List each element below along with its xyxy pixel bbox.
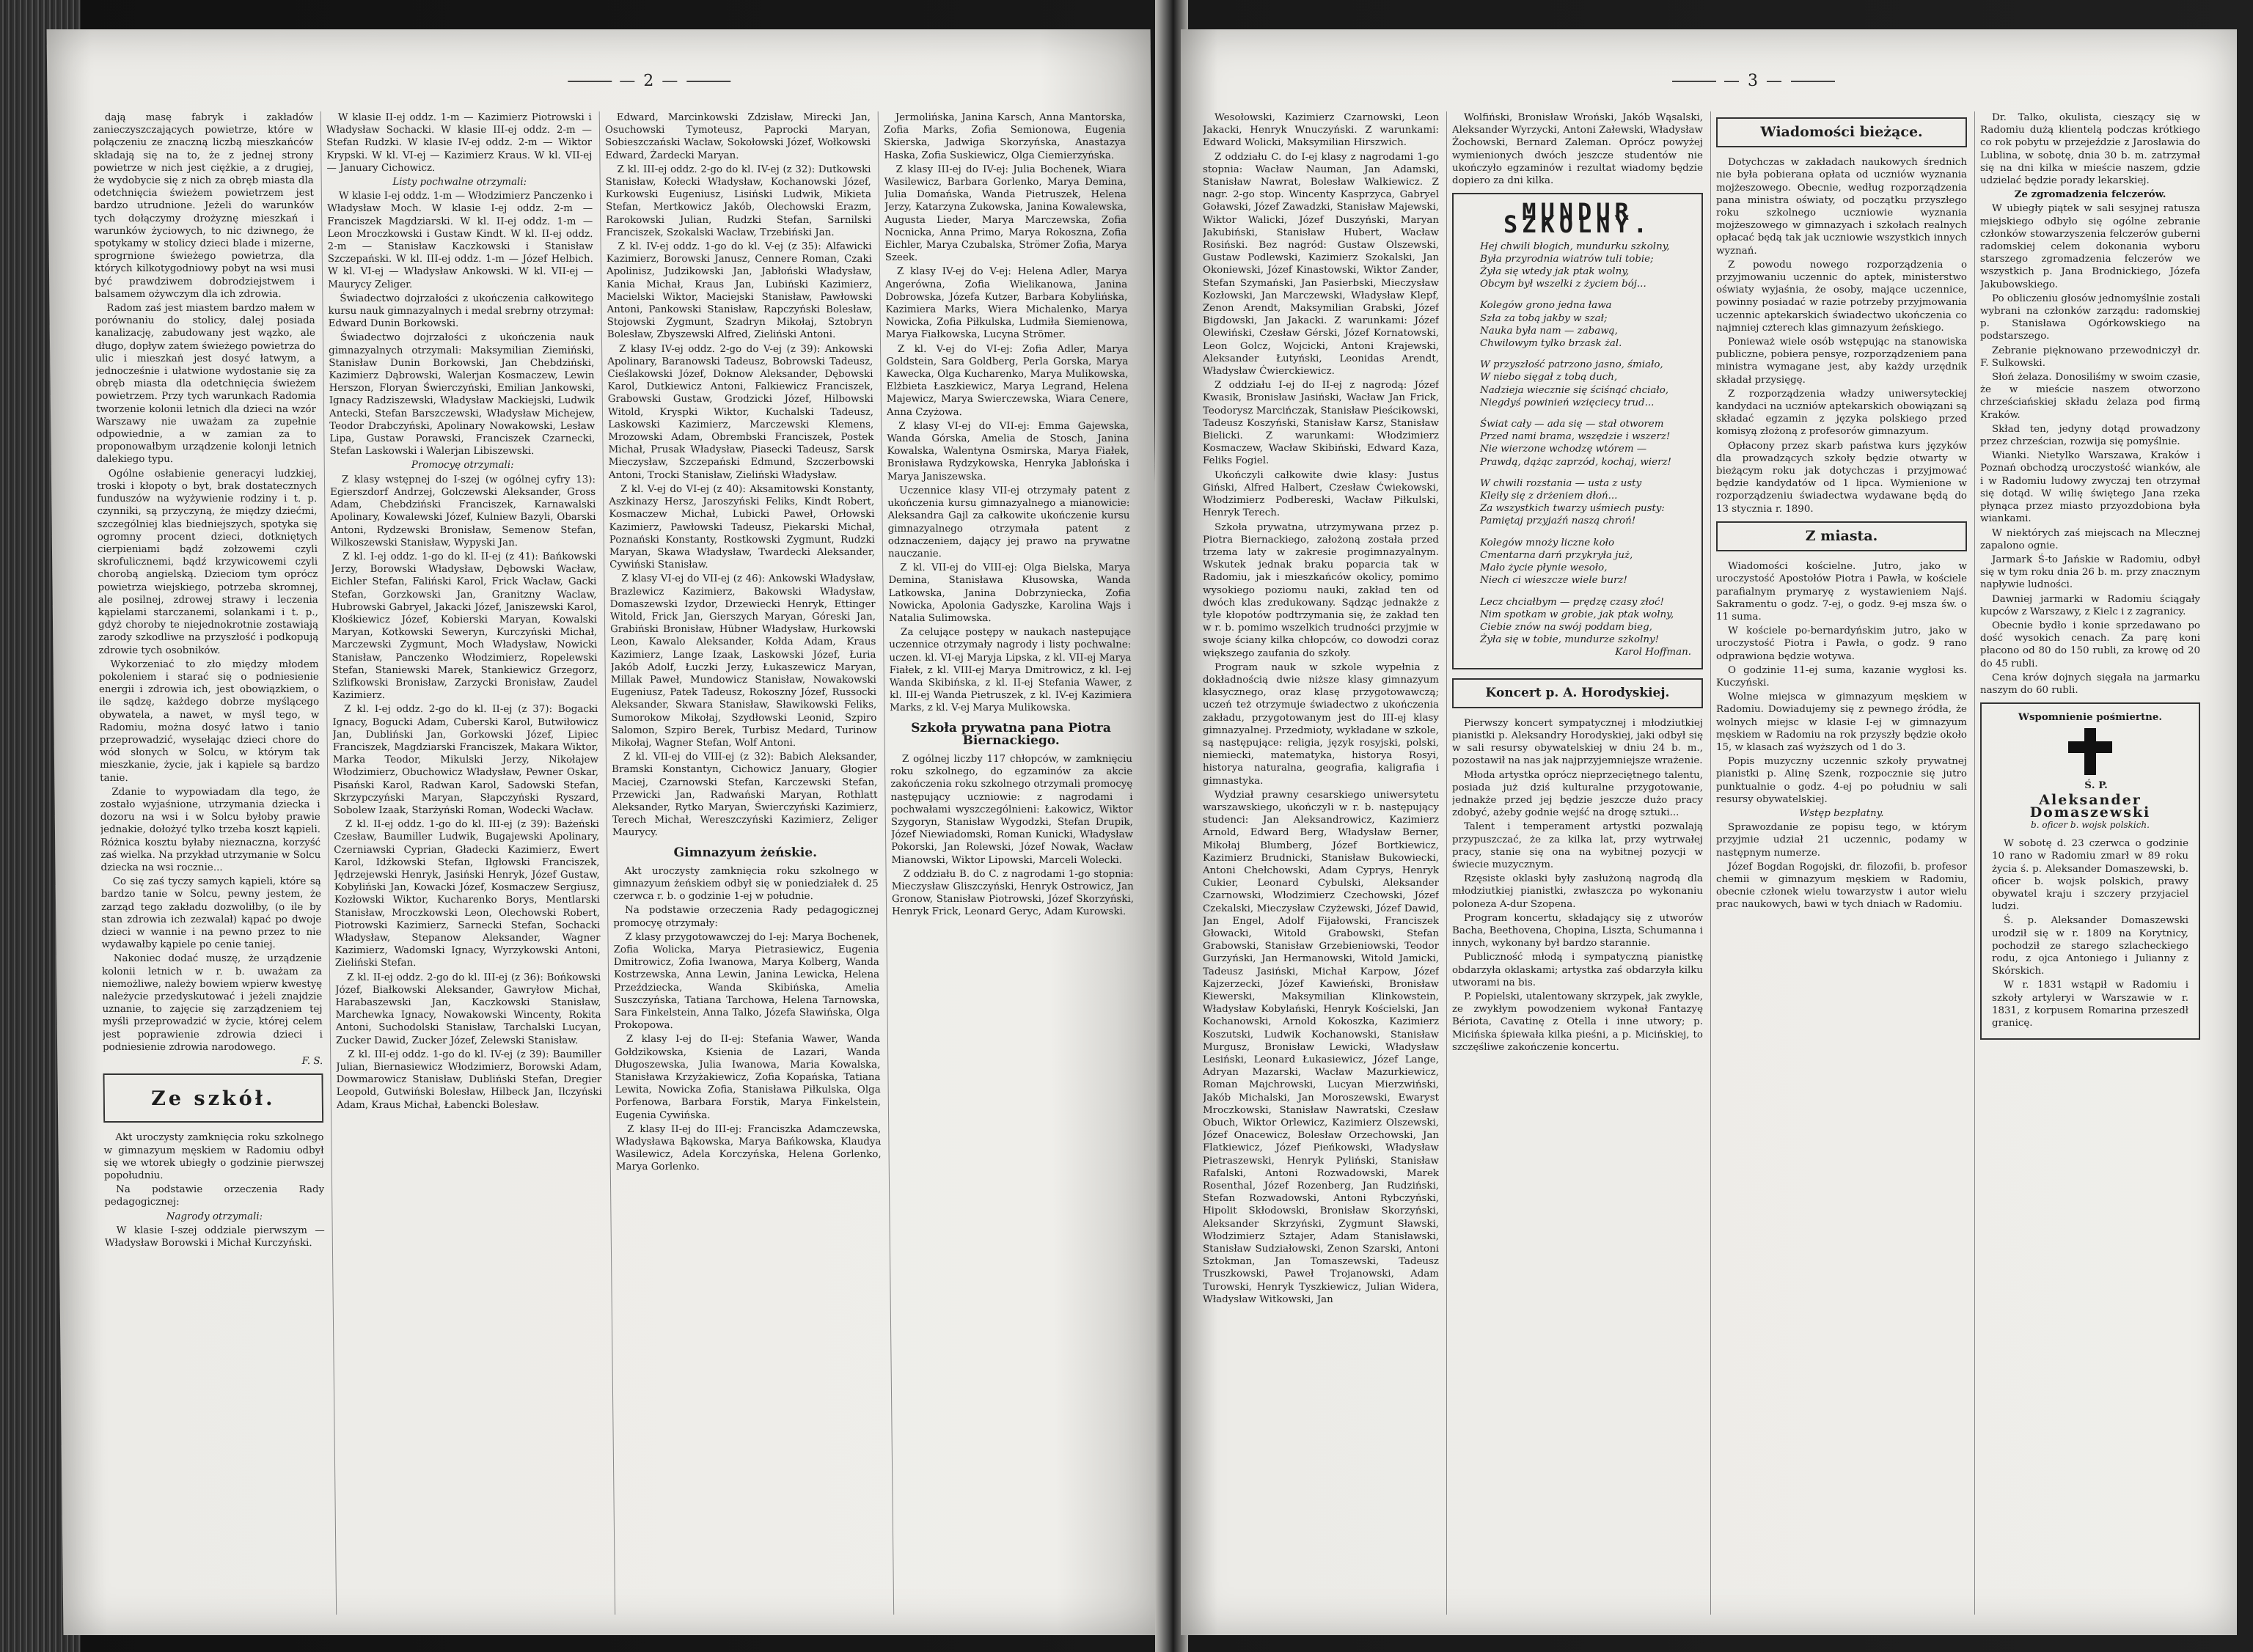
obituary-header: Wspomnienie pośmiertne. <box>2018 711 2163 724</box>
paragraph: Wolfiński, Bronisław Wroński, Jakób Wąsalski, Aleksander Wyrzycki, Antoni Załewski, Władysław Żochowski, Bernard Zaleman. Oprócz powyżej wymienionych dwóch jeszcze studentów nie ukończyło egzaminów i rezultat wiadomy będzie dopiero za dni kilka. <box>1452 112 1703 187</box>
paragraph: Z rozporządzenia władzy uniwersyteckiej kandydaci na uczniów aptekarskich obowiązani są składać egzamin z języka polskiego przed komisyą złożoną z profesorów gimnazyum. <box>1716 388 1967 438</box>
poem <box>1464 241 1691 647</box>
paragraph: Z klasy IV-ej oddz. 2-go do V-ej (z 39): Ankowski Apolinary, Baranowski Tadeusz, Bobrowski Tadeusz, Cieślakowski Józef, Doknow Aleksander, Dębowski Karol, Dutkiewicz Antoni, Falkiewicz Franciszek, Grabowski Gustaw, Grodzicki Józef, Hilbowski Witold, Kryspki Wiktor, Kuchalski Tadeusz, Laskowski Kazimierz, Marczewski Klemens, Mrozowski Adam, Obrembski Franciszek, Postek Michał, Prusak Władysław, Piasecki Tadeusz, Sarsk Mieczysław, Szczepański Edmund, Szczerbowski Antoni, Trocki Stanisław, Zieliński Władysław. <box>607 343 874 481</box>
paragraph: Z kl. III-ej oddz. 2-go do kl. IV-ej (z 32): Dutkowski Stanisław, Kołecki Władysław, Kochanowski Józef, Kurkowski Eugeniusz, Lisiński Ludwik, Mikieta Stefan, Mertkowicz Jakób, Olechowski Erazm, Rarokowski Julian, Rudzki Stefan, Sarnilski Franciszek, Szokalski Wacław, Trzebiński Jan. <box>605 164 872 238</box>
poem-line: Nie wierzone wchodzę wtórem — <box>1480 444 1647 455</box>
poem-line: Kolegów mnoży liczne koło <box>1480 537 1615 548</box>
paragraph: Z oddziału C. do I-ej klasy z nagrodami 1-go stopnia: Wacław Nauman, Jan Adamski, Stanisław Nawrat, Bolesław Walkiewicz. Z nagr. 2-go stop. Wincenty Kasprzyca, Gabryel Goławski, Józef Zawadzki, Stanisław Majewski, Wiktor Walicki, Józef Duszyński, Maryan Jakubiński, Stanisław Hubert, Wacław Rosiński. Bez nagród: Gustaw Olszewski, Gustaw Podlewski, Kazimierz Szokalski, Jan Okoniewski, Józef Kinastowski, Wiktor Zander, Stefan Szymański, Jan Pasierbski, Mieczysław Kozłowski, Jan Marczewski, Władysław Klepf, Zenon Arendt, Maksymilian Grabski, Józef Bigdowski, Jan Jakacki. Z warunkami: Józef Olewiński, Czesław Gérski, Józef Kornatowski, Leon Golcz, Wojcicki, Antoni Krajewski, Aleksander Łutyński, Leonidas Arendt, Władysław Ćwierckiewicz. <box>1203 151 1439 378</box>
paragraph: W ubiegły piątek w sali sesyjnej ratusza miejskiego odbyło się ogólne zebranie członków stowarzyszenia felczerów guberni radomskiej celem dokonania wyboru starszego zgromadzenia felczerów we wszystkich p. Jana Brodnickiego, Józefa Jakubowskiego. <box>1980 203 2200 290</box>
paragraph: Na podstawie orzeczenia Rady pedagogicznej: <box>104 1184 325 1208</box>
stanza-gap <box>1480 350 1691 359</box>
paragraph: Słoń żelaza. Donosiliśmy w swoim czasie, że w mieście naszem otworzono chrześciańskiej składu żelaza pod firmą Kraków. <box>1980 372 2200 421</box>
poem-line: Obcym był wszelki z życiem bój... <box>1480 279 1646 290</box>
right-page <box>1181 29 2237 1635</box>
poem-line: Prawdą, dążąc zaprzód, kochaj, wierz! <box>1480 456 1671 468</box>
header-rule <box>1672 81 1716 82</box>
paragraph: W kościele po-bernardyńskim jutro, jako w uroczystość Piotra i Pawła, o godz. 9 rano odprawiona będzie wotywa. <box>1716 625 1967 662</box>
right-col-3 <box>1716 111 1967 1622</box>
stanza-gap <box>1480 290 1691 299</box>
poem-line: W przyszłość patrzono jasno, śmiało, <box>1480 359 1663 371</box>
poem-line: Nadzieja wiecznie się ściśnąć chciało, <box>1480 384 1669 396</box>
paragraph: Z kl. V-ej do VI-ej: Zofia Adler, Marya Goldstein, Sara Goldberg, Perla Gorska, Marya Kawecka, Olga Kucharenko, Marya Mulikowska, Elżbieta Łaszkiewicz, Marya Legrand, Helena Majewicz, Marya Swierczewska, Wiara Cenere, Anna Czyżowa. <box>886 343 1129 418</box>
paragraph: Z kl. III-ej oddz. 1-go do kl. IV-ej (z 39): Baumiller Julian, Biernasiewicz Włodzimierz, Borowski Adam, Dowmarowicz Stanisław, Dubliński Stefan, Dregier Leopold, Gutwiński Bolesław, Hilbeck Jan, Ilczyński Adam, Kraus Michał, Łabencki Bolesław. <box>336 1049 602 1111</box>
paragraph: Świadectwo dojrzałości z ukończenia całkowitego kursu nauk gimnazyalnych i medal srebrny otrzymał: Edward Dunin Borkowski. <box>328 293 594 330</box>
paragraph: Obecnie bydło i konie sprzedawano po dość wysokich cenach. Za parę koni płacono od 80 do 150 rubli, za krowę od 20 do 45 rubli. <box>1980 620 2200 669</box>
paragraph: Szkoła prywatna, utrzymywana przez p. Piotra Biernackiego, założoną została przed trzema laty w zakresie progimnazyalnym. Wskutek jednak braku poparcia tak w Radomiu, jak i mieszkańców okolicy, pomimo wysokiego poziomu nauki, zakład ten od dwóch klas zredukowany. Sądząc jednakże z tyle kłopotów podtrzymania się, że zakład ten w r. b. pomimo wszelkich trudności przyjmie w swoje ściany kilka chłopców, co dowodzi coraz większego zaufania do szkoły. <box>1203 521 1439 659</box>
poem-line: Mało życie płynie wesoło, <box>1480 562 1608 574</box>
left-col-1 <box>93 111 329 1622</box>
paragraph: Popis muzyczny uczennic szkoły prywatnej pianistki p. Alinę Szenk, rozpocznie się jutro punktualnie o godz. 4-ej po południu w sali resursy obywatelskiej. <box>1716 756 1967 805</box>
paragraph: Ponieważ wiele osób wstępując na stanowiska publiczne, pobiera pensye, rozporządzeniem pana ministra wymagane jest, aby każdy urzędnik składał przysięgę. <box>1716 337 1967 386</box>
paragraph: Akt uroczysty zamknięcia roku szkolnego w gimnazyum żeńskiem odbył się w poniedziałek d. 25 czerwca r. b. o godzinie 1-ej w południe. <box>612 865 879 903</box>
poem-line: Nauka była nam — zabawą, <box>1480 325 1618 337</box>
paragraph: Z klasy przygotowawczej do I-ej: Marya Bochenek, Zofia Wolicka, Marya Pietrasiewicz, Eugenia Dmitrowicz, Zofia Iwanowa, Marya Kolberg, Wanda Kostrzewska, Anna Lewin, Janina Lewicka, Helena Przeździecka, Wanda Skibińska, Amelia Suszczyńska, Tatiana Tarchowa, Helena Tarnowska, Sara Finkelstein, Anna Talko, Józefa Sławińska, Olga Prokopowa. <box>613 931 880 1032</box>
paragraph: Wydział prawny cesarskiego uniwersytetu warszawskiego, ukończyli w r. b. następujący studenci: Jan Aleksandrowicz, Kazimierz Arnold, Edward Berg, Władysław Berner, Mikołaj Blumberg, Józef Bortkiewicz, Kazimierz Brudnicki, Stanisław Bukowiecki, Antoni Chełchowski, Adam Cyprys, Henryk Cukier, Leonard Cybulski, Aleksander Czarnowski, Włodzimierz Czechowski, Józef Czekalski, Mieczysław Czyżewski, Józef Dawid, Jan Engel, Adolf Fijałowski, Franciszek Głowacki, Witold Grabowski, Stefan Grabowski, Stanisław Grzebieniowski, Teodor Gurzyński, Jan Hermanowski, Witold Jamicki, Tadeusz Jasiński, Michał Karpow, Józef Kajzerzecki, Józef Kawieński, Bronisław Kiewerski, Maksymilian Klinkowstein, Władysław Kobylański, Henryk Kościelski, Jan Kochanowski, Arnold Kokoszka, Kazimierz Koszutski, Ludwik Kochanowski, Stanisław Murgusz, Bronisław Lewicki, Władysław Lesiński, Leonard Łukasiewicz, Józef Lange, Adryan Mazarski, Wacław Mazurkiewicz, Roman Majchrowski, Lucyan Mierzwiński, Jakób Michalski, Jan Moroszewski, Ewaryst Mroczkowski, Stanisław Nawratski, Czesław Obuch, Wiktor Orlewicz, Kazimierz Olszewski, Józef Onacewicz, Bolesław Orzechowski, Jan Flatkiewicz, Józef Pieńkowski, Władysław Pietraszewski, Henryk Pyliński, Stanisław Rafalski, Antoni Rozwadowski, Marek Rosenthal, Józef Rozenberg, Jan Rudziński, Stefan Rozwadowski, Antoni Rybczyński, Hipolit Skłodowski, Bronisław Skorzyński, Aleksander Skrzyński, Zygmunt Sławski, Włodzimierz Sztajer, Adam Stanisławski, Stanisław Sudziałowski, Zenon Szarski, Antoni Sztokman, Jan Tomaszewski, Tadeusz Truszkowski, Paweł Trojanowski, Adam Turowski, Henryk Tyszkiewicz, Julian Widera, Władysław Witkowski, Jan <box>1203 789 1439 1305</box>
poem-line: Kolegów grono jedna ława <box>1480 300 1612 312</box>
paragraph: Talent i temperament artystki pozwalają przypuszczać, że za kilka lat, przy wytrwałej pracy, stanie się ona na wybitnej pozycji w świecie muzycznym. <box>1452 821 1703 870</box>
right-col-2 <box>1452 111 1703 1622</box>
paragraph: Za celujące postępy w naukach nastepujące uczennice otrzymały nagrody i listy pochwalne: uczen. kl. VI-ej Maryja Lipska, z kl. VII-ej Marya Fiałek, z kl. VIII-ej Marya Dmitrowicz, z kl. I-ej Wanda Skibińska, z kl. II-ej Stefania Wawer, z kl. III-ej Wanda Pietruszek, z kl. IV-ej Kazimiera Marks, z kl. V-ej Marya Mulikowska. <box>889 627 1132 714</box>
paragraph: Z powodu nowego rozporządzenia o przyjmowaniu uczennic do aptek, ministerstwo oświaty wyjaśnia, że osoby, mające uczennice, powinny posiadać w razie potrzeby przyjmowania uczennic aptekarskich świadectwo ukończenia co najmniej czterech klas gimnazyum żeńskiego. <box>1716 259 1967 334</box>
poem-line: Nim spotkam w grobie, jak ptak wolny, <box>1480 609 1674 620</box>
poem-line: Niegdyś powinień wzięciecy trud... <box>1480 397 1655 408</box>
left-page <box>47 29 1168 1635</box>
paragraph: O godzinie 11-ej suma, kazanie wygłosi ks. Kuczyński. <box>1716 664 1967 689</box>
paragraph: Program koncertu, składający się z utworów Bacha, Beethovena, Chopina, Liszta, Schumanna i innych, wykonany był bardzo starannie. <box>1452 912 1703 950</box>
paragraph: Wiadomości kościelne. Jutro, jako w uroczystość Apostołów Piotra i Pawła, w kościele parafialnym prymaryę z wystawieniem Najś. Sakramentu o godz. 7-ej, o godz. 9-ej msza św. o 11 suma. <box>1716 561 1967 623</box>
poem-line: Kleiły się z drżeniem dłoń... <box>1480 491 1618 502</box>
paragraph: Z oddziału B. do C. z nagrodami 1-go stopnia: Mieczysław Gliszczyński, Henryk Ostrowicz, Jan Gronow, Stanisław Piotrowski, Józef Skorzyński, Henryk Frick, Leonard Geryc, Adam Kurowski. <box>891 868 1135 918</box>
left-col-3 <box>605 111 887 1622</box>
paragraph: Z kl. IV-ej oddz. 1-go do kl. V-ej (z 35): Alfawicki Kazimierz, Borowski Janusz, Cennere Roman, Czaki Apolinisz, Judzikowski Jan, Jabłoński Władysław, Kania Michał, Kraus Jan, Lubiński Kazimierz, Macielski Wiktor, Maciejski Stanisław, Pawłowski Antoni, Pankowski Stanisław, Rapczyński Bolesław, Stojowski Zygmunt, Szadryn Mikołaj, Sztobryn Bolesław, Zbyszewski Alfred, Zieliński Antoni. <box>606 241 873 341</box>
paragraph: Program nauk w szkole wypełnia z dokładnością dwie niższe klasy gimnazyum klasycznego, oraz klasę przygotowawczą; uczeń też otrzymuje świadectwo z ukończenia zakładu, przygotowanym jest do III-ej klasy gimnazyalnej. Przedmioty, wykładane w szkole, są następujące: religia, język rosyjski, polski, niemiecki, matematyka, historya Rosyi, historya naturalna, geografia, kaligrafia i gimnastyka. <box>1203 661 1439 787</box>
left-col-4 <box>884 111 1142 1622</box>
section-box <box>103 1073 323 1123</box>
section-title-koncert: Koncert p. A. Horodyskiej. <box>1485 685 1670 700</box>
signature: F. S. <box>301 1056 323 1068</box>
paragraph: Z klasy III-ej do IV-ej: Julia Bochenek, Wiara Wasilewicz, Barbara Gorlenko, Marya Demina, Julia Domańska, Wanda Pietruszek, Helena Jerzy, Katarzyna Zukowska, Janina Kowalewska, Augusta Lieder, Marya Marczewska, Zofia Nocnicka, Anna Primo, Marya Rokoszna, Zofia Eichler, Marya Czubalska, Strömer Zofia, Marya Szeek. <box>884 164 1127 264</box>
paragraph: Edward, Marcinkowski Zdzisław, Mirecki Jan, Osuchowski Tymoteusz, Paprocki Maryan, Sobieszczański Wacław, Sokołowski Józef, Wołkowski Edward, Żardecki Maryan. <box>604 112 871 161</box>
header-rule <box>686 81 730 82</box>
paragraph: W sobotę d. 23 czerwca o godzinie 10 rano w Radomiu zmarł w 89 roku życia ś. p. Aleksander Domaszewski, b. oficer b. wojsk polskich, prawy obywatel kraju i szczery przyjaciel ludzi. <box>1992 838 2188 913</box>
paragraph: Akt uroczysty zamknięcia roku szkolnego w gimnazyum męskiem w Radomiu odbył się we wtorek ubiegły o godzinie pierwszej popołudniu. <box>103 1132 324 1182</box>
paragraph: Z kl. VII-ej do VIII-ej: Olga Bielska, Marya Demina, Stanisława Kłusowska, Wanda Latkowska, Janina Dobrzyniecka, Zofia Nowicka, Apolonia Gadyszke, Karolina Wajs i Natalia Sulimowska. <box>888 562 1131 624</box>
paragraph: Dr. Talko, okulista, cieszący się w Radomiu dużą klientelą podczas krótkiego co rok pobytu w przejeździe z Jarosławia do Lublina, w sobotę, dnia 30 b. m. zatrzymał się na dni kilka w mieście naszem, gdzie udzielać będzie porady lekarskiej. <box>1980 112 2200 187</box>
paragraph: Jarmark Ś-to Jańskie w Radomiu, odbył się w tym roku dnia 26 b. m. przy znacznym napływie ludności. <box>1980 554 2200 591</box>
paragraph: Z kl. VII-ej do VIII-ej (z 32): Babich Aleksander, Bramski Konstantyn, Cichowicz January, Głogier Maciej, Czarnowski Stefan, Karczewski Stefan, Przewicki Jan, Radwański Maryan, Rothlatt Aleksander, Rytko Maryan, Świerczyński Kazimierz, Terech Michał, Wereszczyński Kazimierz, Zeliger Maurycy. <box>612 752 878 839</box>
poem-line: Pamiętaj przyjaźń naszą chroń! <box>1480 515 1636 527</box>
paragraph: P. Popielski, utalentowany skrzypek, jak zwykle, ze zwykłym powodzeniem wykonał Fantazyę Bériota, Cavatinę z Otella i inne utwory; p. Micińska śpiewała kilka pieśni, a p. Micińskiej, to szczęśliwe zakończenie koncertu. <box>1452 991 1703 1053</box>
paragraph: Wykorzeniać to zło między młodem pokoleniem i starać się o podniesienie energii i zdrowia ich, jest obowiązkiem, o ile sądzę, każdego dobrze myślącego obywatela, a nawet, w myśl tego, w Radomiu, można dosyć łatwo i tanio przeprowadzić, wysełając dzieci chore do wód słonych w Solcu, w którym tak mieszkanie, życie, jak i kąpiele są bardzo tanie. <box>98 658 320 784</box>
paragraph: W klasie I-ej oddz. 1-m — Włodzimierz Panczenko i Władysław Moch. W klasie I-ej oddz. 2-m — Franciszek Magdziarski. W kl. II-ej oddz. 1-m — Leon Mroczkowski i Gustaw Kindt. W kl. II-ej oddz. 2-m — Stanisław Kaczkowski i Stanisław Szczepański. W kl. III-ej oddz. 1-m — Józef Helbich. W kl. VI-ej — Władysław Ankowski. W kl. VII-ej — Maurycy Zeliger. <box>327 191 594 290</box>
poem-line: Żyła się w tobie, mundurze szkolny! <box>1480 634 1659 646</box>
paragraph: W klasie II-ej oddz. 1-m — Kazimierz Piotrowski i Władysław Sochacki. W klasie III-ej oddz. 2-m — Stefan Rudzki. W klasie IV-ej oddz. 2-m — Wiktor Krypski. W kl. VI-ej — Kazimierz Kraus. W kl. VII-ej — January Cichowicz. <box>326 112 593 174</box>
paragraph: Dotychczas w zakładach naukowych średnich nie była pobierana opłata od uczniów wyznania mojżeszowego. Obecnie, według rozporządzenia pana ministra oświaty, od początku przyszłego roku szkolnego uczniowie wyznania mojżeszowego w gimnazyach i szkołach realnych opłacać będą tak jak uczniowie wszystkich innych wyznań. <box>1716 157 1967 257</box>
poem-line: W niebo sięgał z tobą duch, <box>1480 372 1618 383</box>
left-page-number-text: — 2 — <box>619 72 680 90</box>
paragraph: W niektórych zaś miejscach na Mlecznej zapalono ognie. <box>1980 527 2200 551</box>
cross-icon <box>2068 728 2112 775</box>
subheading: Listy pochwalne otrzymali: <box>392 177 527 188</box>
paragraph: Zebranie pięknowano przewodniczył dr. F. Sulkowski. <box>1980 345 2200 369</box>
paragraph: Z klasy VI-ej do VII-ej (z 46): Ankowski Władysław, Brazlewicz Kazimierz, Bakowski Władysław, Domaszewski Izydor, Drzewiecki Henryk, Ettinger Witold, Frick Jan, Gierszych Maryan, Góreski Jan, Grabiński Bronisław, Hübner Władysław, Hurkowski Leon, Kawalo Aleksander, Kołda Adam, Kraus Kazimierz, Lange Izaak, Laskowski Józef, Łuria Jakób Adolf, Łuczki Jerzy, Łukaszewicz Maryan, Millak Paweł, Mundowicz Stanisław, Nowakowski Eugeniusz, Patek Tadeusz, Rokoszny Józef, Russocki Aleksander, Skwara Stanisław, Sławikowski Feliks, Sumorokow Mikołaj, Szydłowski Leonid, Szpiro Salomon, Szpiro Berek, Turbisz Medard, Turinow Mikołaj, Wagner Stefan, Wolf Antoni. <box>609 573 877 749</box>
paragraph: Z kl. II-ej oddz. 1-go do kl. III-ej (z 39): Bażeński Czesław, Baumiller Ludwik, Bugajewski Apolinary, Czerniawski Cyprian, Gładecki Kazimierz, Ewert Karol, Idźkowski Stefan, Iłgłowski Franciszek, Jędrzejewski Henryk, Jasiński Henryk, Józef Gustaw, Kobyliński Jan, Kowacki Józef, Kosmaczew Sergiusz, Kozłowski Wiktor, Kucharenko Borys, Mentlarski Stanisław, Mroczkowski Leon, Olechowski Robert, Piotrowski Kazimierz, Sarnecki Stefan, Sochacki Władysław, Stepanow Aleksander, Wagner Kazimierz, Wadomski Ignacy, Wyrzykowski Antoni, Zieliński Stefan. <box>333 819 601 969</box>
paragraph: Skład ten, jedyny dotąd prowadzony przez chrześcian, rozwija się pomyślnie. <box>1980 423 2200 448</box>
paragraph: W klasie I-szej oddziale pierwszym — Władysław Borowski i Michał Kurczyński. <box>104 1225 325 1249</box>
paragraph: Opłacony przez skarb państwa kurs języków dla prowadzących szkoły będzie otwarty w bieżącym roku jak dotychczas i przyjmować będzie kandydatów od 1 lipca. Wymienione w rozporządzeniu świadectwa wydawane będą do 13 stycznia r. 1890. <box>1716 440 1967 515</box>
section-title-ze-szkol: Ze szkół. <box>150 1087 276 1111</box>
poem-line: W chwili rozstania — usta z usty <box>1480 477 1642 489</box>
paragraph: Wstęp bezpłatny. <box>1799 807 1884 819</box>
paragraph: Z klasy IV-ej do V-ej: Helena Adler, Marya Angerówna, Zofia Wielikanowa, Janina Dobrowska, Józefa Kutzer, Barbara Kobylińska, Kazimiera Marks, Wiera Michalenko, Marya Nowicka, Zofia Piłkulska, Ludmiła Siemienowa, Marya Fiałkowska, Lucyna Strömer. <box>885 266 1128 341</box>
poem-line: Żyła się wtedy jak ptak wolny, <box>1480 266 1630 278</box>
paragraph: Młoda artystka oprócz nieprzeciętnego talentu, posiada już dziś kulturalne przygotowanie, jednakże przed jej będzie jeszcze dużo pracy zdobyć, ażeby godnie wejść na drogę sztuki... <box>1452 769 1703 819</box>
right-col-4 <box>1980 111 2200 1622</box>
paragraph: Z klasy wstępnej do I-szej (w ogólnej cyfry 13): Egierszdorf Andrzej, Golczewski Aleksander, Gross Adam, Chebdziński Franciszek, Karnawalski Apolinary, Kowalewski Józef, Kulniew Bazyli, Obarski Antoni, Rydzewski Bronisław, Semenow Stefan, Wilkoszewski Stanisław, Wypyski Jan. <box>330 474 596 548</box>
poem-author: Karol Hoffman. <box>1615 647 1691 658</box>
header-rule <box>568 81 612 82</box>
poem-line: Ciebie znów na swój poddam bieg, <box>1480 621 1652 633</box>
paragraph: Z kl. V-ej do VI-ej (z 40): Aksamitowski Konstanty, Aszkinazy Hersz, Jaroszyński Feliks, Kindt Robert, Kosmaczew Michał, Lubicki Paweł, Orłowski Kazimierz, Pawłowski Tadeusz, Piekarski Michał, Poznański Konstanty, Rostkowski Zygmunt, Rudzki Maryan, Skawa Władysław, Twardecki Aleksander, Cywiński Stanisław. <box>609 483 876 571</box>
paragraph: Z klasy II-ej do III-ej: Franciszka Adamczewska, Władysława Bąkowska, Marya Bańkowska, Klaudya Wasilewicz, Adela Korczyńska, Helena Gorlenko, Marya Gorlenko. <box>615 1123 882 1173</box>
paragraph: Józef Bogdan Rogojski, dr. filozofii, b. profesor chemii w gimnazyum męskiem w Radomiu, obecnie członek wielu towarzystw i autor wielu prac naukowych, bawi w tych dniach w Radomiu. <box>1716 861 1967 911</box>
paragraph: W r. 1831 wstąpił w Radomiu i szkoły artyleryi w Warszawie w r. 1831, z korpusem Romarina przeszedł granicę. <box>1992 980 2188 1029</box>
section-title-wiadomosci: Wiadomości bieżące. <box>1760 124 1923 140</box>
paragraph: Ukończyli całkowite dwie klasy: Justus Giński, Alfred Halbert, Czesław Ćwiekowski, Włodzimierz Podbereski, Wacław Piłkulski, Henryk Terech. <box>1203 469 1439 519</box>
paragraph: Świadectwo dojrzałości z ukończenia nauk gimnazyalnych otrzymali: Maksymilian Ziemiński, Stanisław Dunin Borkowski, Jan Chebdziński, Kazimierz Dąbrowski, Walerjan Kosmaczew, Lewin Herszon, Floryan Świerczyński, Emilian Jankowski, Ignacy Radziszewski, Władysław Mackiejski, Ludwik Antecki, Stefan Barszczewski, Władysław Michejew, Teodor Drabczyński, Apolinary Nowakowski, Lesław Lipa, Gustaw Porawski, Franciszek Czarnecki, Stefan Laskowski i Walerjan Libiszewski. <box>329 332 596 458</box>
paragraph: Z klasy I-ej do II-ej: Stefania Wawer, Wanda Gołdzikowska, Ksienia de Lazari, Wanda Długoszewska, Julia Iwanowa, Maria Kowalska, Stanisława Krzyżakiewicz, Zofia Kopańska, Tatiana Lewita, Nowicka Zofia, Stanisława Piłkulska, Olga Porfenowa, Barbara Forstik, Marya Finkelstein, Eugenia Cywińska. <box>615 1034 881 1121</box>
paragraph: Nakoniec dodać muszę, że urządzenie kolonii letnich w r. b. uważam za niemożliwe, należy bowiem wpierw kwestyę należycie przedyskutować i jeżeli znajdzie uznanie, to zajęcie się zarządzeniem tej myśli przeprowadzić w życie, której celem jest poprawienie zdrowia dzieci i podniesienie zdrowia narodowego. <box>101 953 323 1053</box>
paragraph: dają masę fabryk i zakładów zanieczyszczających powietrze, które w połączeniu ze znaczną liczbą mieszkańców składają się na to, że z jednej strony powietrze w nich jest ciężkie, a z drugiej, że wydobycie się z nich za obręb miasta dla odetchnięcia świeżem powietrzem jest bardzo utrudnione. Jeżeli do warunków tych dołączymy drożyznę mieszkań i warunków życiowych, to nic dziwnego, że spotykamy w stolicy dzieci blade i mizerne, sprogrnione świeżego powietrza, dla których kilkotygodniowy pobyt na wsi musi być prawdziwem dobrodziejstwem i balsamem ożywczym dla ich zdrowia. <box>92 112 315 300</box>
obituary-name: Aleksander Domaszewski <box>2029 791 2151 821</box>
obituary-sp: Ś. P. <box>2084 779 2108 792</box>
section-title-szkola-prywatna: Szkoła prywatna pana Piotra Biernackiego. <box>911 720 1111 748</box>
paragraph: Ogólne osłabienie generacyi ludzkiej, troski i kłopoty o byt, brak dostatecznych funduszów na wyżywienie rodziny i t. p. czynniki, są przyczyną, że między dziećmi, szczególniej klas biedniejszych, spotyka się ogromny procent dzieci, dotkniętych cierpieniami bądź zołzowemi czyli skrofulicznemi, bądź krzywicowemi czyli chorobą angielską. Dzieciom tym oprócz powietrza wiejskiego, potrzeba skromnej, ale posilnej, zdrowej strawy i leczenia kąpielami starczanemi, solankami i t. p., gdyż choroby te niejednokrotnie zostawiają zarody szkodliwe na przyszłość i podkopują zdrowie tych osobników. <box>96 468 319 656</box>
paragraph: Zdanie to wypowiadam dla tego, że zostało wyjaśnione, utrzymania dziecka i dozoru na wsi i w Solcu byłoby prawie jednakie, dołożyć tylko trzeba koszt kąpieli. Różnica kosztu byłaby nieznaczna, korzyść zaś wielka. Na przykład utrzymanie w Solcu dziecka na wsi rocznie... <box>100 786 321 873</box>
right-page-number <box>1665 72 1842 90</box>
paragraph: Jermolińska, Janina Karsch, Anna Mantorska, Zofia Marks, Zofia Semionowa, Eugenia Skierska, Jadwiga Skorzyńska, Anastazya Haska, Zofia Suskiewicz, Olga Ciemierzyńska. <box>883 112 1126 161</box>
paragraph: Z oddziału I-ej do II-ej z nagrodą: Józef Kwasik, Bronisław Jasiński, Wacław Jan Frick, Teodorysz Marcińczak, Stanisław Pieścikowski, Tadeusz Koszyński, Stanisław Karsz, Stanisław Bielicki. Z warunkami: Włodzimierz Kosmaczew, Wacław Skibiński, Edward Kaza, Feliks Fogiel. <box>1203 380 1439 467</box>
paragraph: Publiczność młodą i sympatyczną pianistkę obdarzyła oklaskami; artystka zaś obdarzyła kilku utworami na bis. <box>1452 952 1703 988</box>
right-col-1 <box>1203 111 1439 1622</box>
paragraph: Wolne miejsca w gimnazyum męskiem w Radomiu. Dowiadujemy się z pewnego źródła, że wolnych miejsc w klasie I-ej w gimnazyum męskiem w Radomiu na rok przyszły będzie około 15, w klasach zaś wyższych od 1 do 3. <box>1716 691 1967 753</box>
section-box <box>1716 521 1967 551</box>
paragraph: Dawniej jarmarki w Radomiu ściągały kupców z Warszawy, z Kielc i z zagranicy. <box>1980 593 2200 617</box>
subheading: Ze zgromadzenia felczerów. <box>2014 188 2166 201</box>
poem-line: Za wszystkich twarzy uśmiech pusty: <box>1480 503 1665 515</box>
paragraph: Co się zaś tyczy samych kąpieli, które są bardzo tanie w Solcu, pewny jestem, że zarząd tego zakładu dozwoliłby, (o ile by stan zdrowia ich zezwalał) kąpać po dwoje dzieci w wannie i na pewno przez to nie wydawałby kąpiele po cenie taniej. <box>100 876 322 951</box>
section-box <box>1452 678 1703 708</box>
poem-line: Była przyrodnia wiatrów tuli tobie; <box>1480 253 1654 265</box>
paragraph: Wianki. Nietylko Warszawa, Kraków i Poznań obchodzą uroczystość wianków, ale i w Radomiu ludowy zwyczaj ten otrzymał się dotąd. W wilię świętego Jana rzeka płynąca przez miasto przyozdobiona była wiankami. <box>1980 450 2200 525</box>
poem-line: Świat cały — ada się — stał otworem <box>1480 419 1664 430</box>
stanza-gap <box>1480 587 1691 596</box>
paragraph: Wesołowski, Kazimierz Czarnowski, Leon Jakacki, Henryk Wnuczyński. Z warunkami: Edward Wolicki, Maksymilian Hirszwich. <box>1203 112 1439 149</box>
poem-line: Szła za tobą jakby w szał; <box>1480 312 1608 324</box>
paragraph: Cena krów dojnych sięgała na jarmarku naszym do 60 rubli. <box>1980 672 2200 696</box>
paragraph: Z klasy VI-ej do VII-ej: Emma Gajewska, Wanda Górska, Amelia de Stosch, Janina Kowalska, Walentyna Osmirska, Marya Fiałek, Bronisława Rydzykowska, Henryka Jabłońska i Marya Janiszewska. <box>887 420 1129 482</box>
left-col-2 <box>326 111 608 1622</box>
paragraph: Z kl. I-ej oddz. 2-go do kl. II-ej (z 37): Bogacki Ignacy, Bogucki Adam, Cuberski Karol, Butwiłowicz Jan, Dubliński Jan, Gorkowski Józef, Lipiec Franciszek, Magdziarski Franciszek, Makara Wiktor, Marka Teodor, Mikulski Jerzy, Nikołajew Włodzimierz, Obuchowicz Władysław, Pewner Oskar, Pisański Karol, Radwan Karol, Sadowski Stefan, Skrzypczyński Maryan, Słapczyński Ryszard, Sobolew Izaak, Starżyński Roman, Wodecki Wacław. <box>332 704 599 816</box>
left-page-number <box>560 72 738 90</box>
paragraph: Na podstawie orzeczenia Rady pedagogicznej promocyę otrzymały: <box>613 905 879 929</box>
poem-line: Chwilowym tylko brzask żal. <box>1480 338 1622 350</box>
stanza-gap <box>1480 469 1691 477</box>
stanza-gap <box>1480 528 1691 537</box>
obituary-subtitle: b. oficer b. wojsk polskich. <box>2031 819 2150 830</box>
paragraph: Rzęsiste oklaski były zasłużoną nagrodą dla młodziutkiej pianistki, zwłaszcza po wykonaniu poloneza A-dur Szopena. <box>1452 873 1703 910</box>
subheading: Nagrody otrzymali: <box>166 1211 263 1222</box>
poem-line: Lecz chciałbym — prędzę czasy złoć! <box>1480 596 1664 608</box>
paragraph: Ś. p. Aleksander Domaszewski urodził się w r. 1809 na Korytnicy, pochodził ze starego szlacheckiego rodu, z ojca Antoniego i Julianny z Skórskich. <box>1992 915 2188 977</box>
paragraph: Z kl. I-ej oddz. 1-go do kl. II-ej (z 41): Bańkowski Jerzy, Borowski Władysław, Dębowski Wacław, Eichler Stefan, Faliński Karol, Frick Wacław, Gacki Stefan, Gorzkowski Jan, Granitzny Waclaw, Hubrowski Gabryel, Jakacki Józef, Janiszewski Karol, Kłośkiewicz Józef, Kobierski Maryan, Kowalski Maryan, Kotkowski Seweryn, Kurczyński Michał, Marczewski Zygmunt, Moch Władysław, Nowicki Stanisław, Panczenko Włodzimierz, Ropelewski Stefan, Staniewski Marek, Stankiewicz Grzegorz, Szlifkowski Bronisław, Zarzycki Bronisław, Zaudel Kazimierz. <box>331 551 598 702</box>
subheading: Promocyę otrzymali: <box>411 460 514 471</box>
header-rule <box>1791 81 1835 82</box>
paragraph: Z ogólnej liczby 117 chłopców, w zamknięciu roku szkolnego, do egzaminów za akcie zakończenia roku szkolnego otrzymali promocyę następujący uczniowie: z nagrodami i pochwałami wyszczególnieni: Łakowicz, Wiktor Szygoryn, Stanisław Wygodzki, Stefan Drupik, Józef Niewiadomski, Roman Kunicki, Władysław Pokorski, Jan Rolewski, Józef Nowak, Wacław Mianowski, Wiktor Lipowski, Marceli Wolecki. <box>890 753 1134 866</box>
section-title-mundur: MUNDUR SZKOLNY. <box>1503 198 1652 239</box>
right-page-number-text: — 3 — <box>1723 72 1784 90</box>
section-title-z-miasta: Z miasta. <box>1805 527 1878 544</box>
section-box <box>1716 117 1967 147</box>
poem-line: Hej chwili błogich, mundurku szkolny, <box>1480 241 1670 252</box>
poem-box <box>1452 193 1703 669</box>
paragraph: Sprawozdanie ze popisu tego, w którym przyjmie udział 21 uczennic, podamy w następnym numerze. <box>1716 822 1967 859</box>
paragraph: Z kl. II-ej oddz. 2-go do kl. III-ej (z 36): Bońkowski Józef, Białkowski Aleksander, Gawryłow Michał, Harabaszewski Jan, Kaczkowski Stanisław, Marchewka Ignacy, Nowakowski Wincenty, Rokita Antoni, Suchodolski Stanisław, Tarchalski Lucyan, Zucker Dawid, Zucker Józef, Zelewski Stanisław. <box>335 972 601 1046</box>
poem-line: Cmentarna darń przykryła już, <box>1480 549 1633 561</box>
stanza-gap <box>1480 409 1691 418</box>
paragraph: Po obliczeniu głosów jednomyślnie zostali wybrani na członków zarządu: radomskiej p. Stanisława Ogórkowskiego na podstarszego. <box>1980 293 2200 342</box>
paragraph: Uczennice klasy VII-ej otrzymały patent z ukończenia kursu gimnazyalnego a mianowicie: Aleksandra Gajl za całkowite ukończenie kursu gimnazyalnego otrzymała patent z odznaczeniem, dający jej prawo na prywatne nauczanie. <box>887 485 1130 559</box>
paragraph: Pierwszy koncert sympatycznej i młodziutkiej pianistki p. Aleksandry Horodyskiej, jaki odbył się w sali resursy obywatelskiej w dniu 24 b. m., pozostawił na nas jak najprzyjemniejsze wrażenie. <box>1452 717 1703 767</box>
obituary-box <box>1980 702 2200 1040</box>
paragraph: Radom zaś jest miastem bardzo małem w porównaniu do stolicy, dalej posiada kanalizację, zabudowany jest wązko, ale długo, dopływ zatem świeżego powietrza do ulic i mieszkań jest dosyć łatwym, a jednocześnie i ułatwione wydostanie się za obręb miasta dla odetchnięcia świeżem powietrzem. Przy tych warunkach Radomia tworzenie kolonii letnich dla dzieci na wzór Warszawy nie uważam za zupełnie odpowiednie, a w zamian za to proponowałbym urządzenie kolonji letnich dalekiego typu. <box>95 303 317 466</box>
poem-line: Przed nami brama, wszędzie i wszerz! <box>1480 431 1671 443</box>
section-title-gimnazyum: Gimnazyum żeńskie. <box>673 845 818 860</box>
poem-line: Niech ci wieszcze wiele burz! <box>1480 575 1627 587</box>
